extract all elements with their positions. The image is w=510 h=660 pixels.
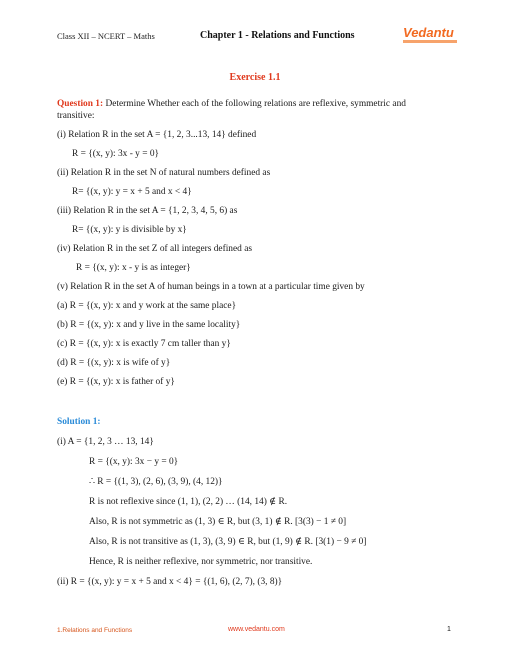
question-line: R= {(x, y): y is divisible by x} <box>72 225 187 235</box>
question-line: (iii) Relation R in the set A = {1, 2, 3, 4, 5, 6) as <box>57 206 238 216</box>
footer-chapter: 1.Relations and Functions <box>57 627 133 634</box>
question-line: (iv) Relation R in the set Z of all integers defined as <box>57 244 252 254</box>
question-line: R = {(x, y): 3x - y = 0} <box>72 149 160 159</box>
question-line: (b) R = {(x, y): x and y live in the same locality} <box>57 320 241 330</box>
question-line: R= {(x, y): y = x + 5 and x < 4} <box>72 187 192 197</box>
solution-line: R = {(x, y): 3x − y = 0} <box>89 457 179 467</box>
question-intro-cont: transitive: <box>57 111 95 121</box>
question-line: (a) R = {(x, y): x and y work at the same place} <box>57 301 237 311</box>
solution-line: Also, R is not transitive as (1, 3), (3, 9) ∈ R, but (1, 9) ∉ R. [3(1) − 9 ≠ 0] <box>89 537 367 547</box>
question-line: (e) R = {(x, y): x is father of y} <box>57 377 175 387</box>
vedantu-logo <box>401 24 459 46</box>
exercise-heading: Exercise 1.1 <box>229 72 281 83</box>
page-header <box>0 0 510 56</box>
logo-wordmark: Vedantu <box>403 25 454 40</box>
page-number: 1 <box>447 626 451 633</box>
solution-line: R is not reflexive since (1, 1), (2, 2) … (14, 14) ∉ R. <box>89 497 288 507</box>
solution-line: Also, R is not symmetric as (1, 3) ∈ R, but (3, 1) ∉ R. [3(3) − 1 ≠ 0] <box>89 517 347 527</box>
question-line: (v) Relation R in the set A of human beings in a town at a particular time given by <box>57 282 365 292</box>
solution-line: (ii) R = {(x, y): y = x + 5 and x < 4} = {(1, 6), (2, 7), (3, 8)} <box>57 577 283 587</box>
question-intro <box>57 98 406 110</box>
question-line: (i) Relation R in the set A = {1, 2, 3...13, 14} defined <box>57 130 257 140</box>
logo-tagline-bar <box>403 40 457 43</box>
solution-line: (i) A = {1, 2, 3 … 13, 14} <box>57 437 154 447</box>
question-line: (d) R = {(x, y): x is wife of y} <box>57 358 171 368</box>
chapter-title: Chapter 1 - Relations and Functions <box>200 30 355 41</box>
solution-line: ∴ R = {(1, 3), (2, 6), (3, 9), (4, 12)} <box>89 477 223 487</box>
footer-website-link[interactable]: www.vedantu.com <box>228 626 285 633</box>
question-line: R = {(x, y): x - y is as integer} <box>76 263 191 273</box>
question-line: (c) R = {(x, y): x is exactly 7 cm taller than y} <box>57 339 231 349</box>
question-line: (ii) Relation R in the set N of natural numbers defined as <box>57 168 271 178</box>
class-label: Class XII – NCERT – Maths <box>57 31 155 41</box>
solution-line: Hence, R is neither reflexive, nor symmetric, nor transitive. <box>89 557 313 567</box>
question-text: Determine Whether each of the following relations are reflexive, symmetric and <box>103 99 406 109</box>
question-label: Question 1: <box>57 99 104 109</box>
solution-label: Solution 1: <box>57 417 101 427</box>
